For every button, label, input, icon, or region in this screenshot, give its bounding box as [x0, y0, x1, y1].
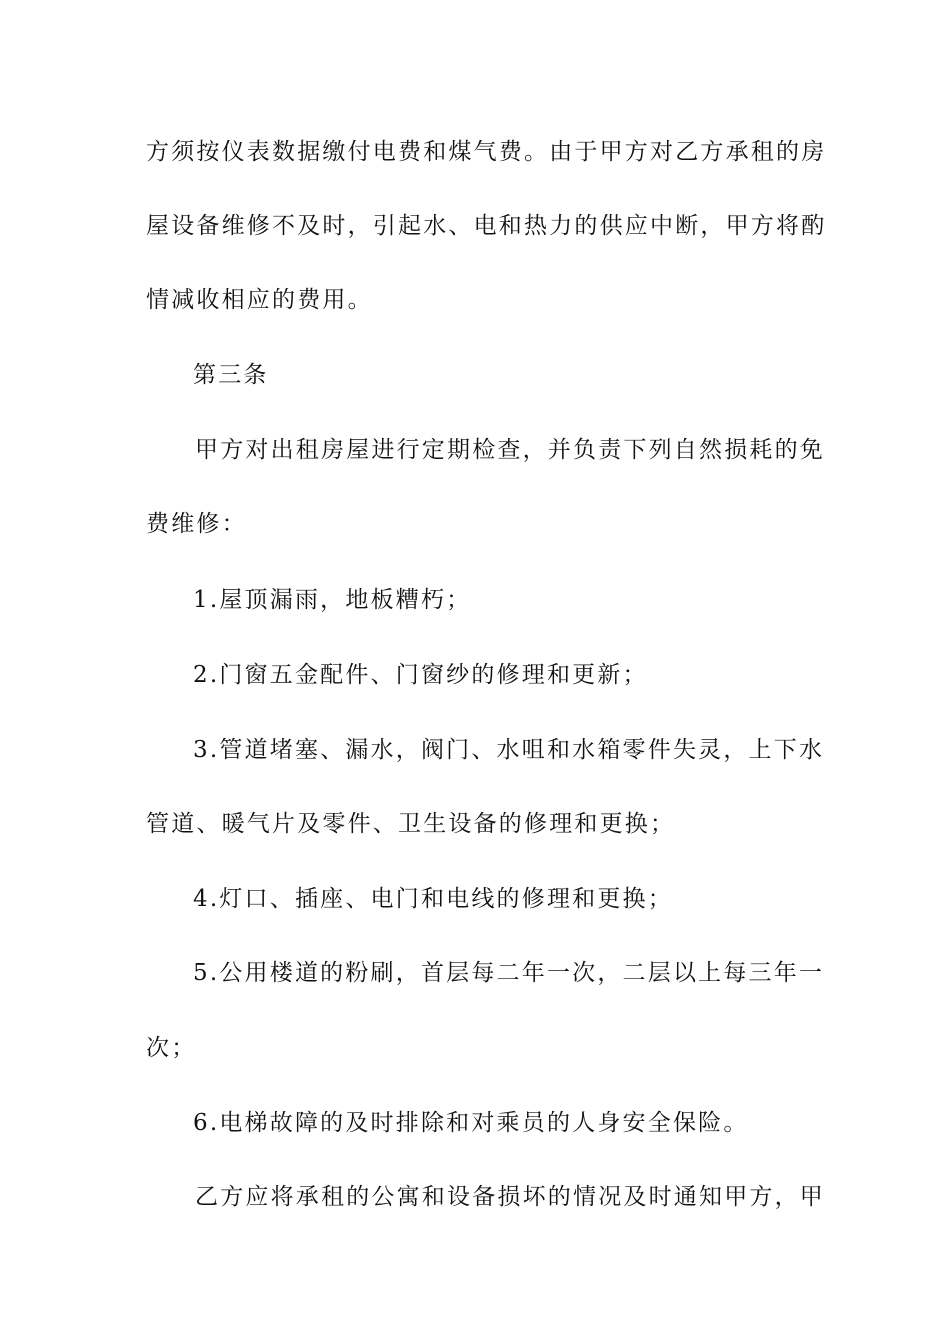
text-line-2: 屋设备维修不及时，引起水、电和热力的供应中断，甲方将酌 [146, 213, 827, 239]
text-line-6: 费维修： [146, 511, 247, 537]
article-heading: 第三条 [193, 362, 269, 388]
list-item-5: 5.公用楼道的粉刷，首层每二年一次，二层以上每三年一 [193, 960, 825, 986]
list-item-5-continued: 次； [146, 1035, 197, 1061]
text-line-3: 情减收相应的费用。 [146, 287, 373, 313]
text-line-15: 乙方应将承租的公寓和设备损坏的情况及时通知甲方，甲 [195, 1184, 825, 1210]
list-item-3-continued: 管道、暖气片及零件、卫生设备的修理和更换； [146, 811, 676, 837]
list-item-1: 1.屋顶漏雨，地板糟朽； [193, 587, 472, 613]
list-item-2: 2.门窗五金配件、门窗纱的修理和更新； [193, 662, 648, 688]
text-line-5: 甲方对出租房屋进行定期检查，并负责下列自然损耗的免 [195, 437, 825, 463]
list-item-6: 6.电梯故障的及时排除和对乘员的人身安全保险。 [193, 1110, 749, 1136]
list-item-3: 3.管道堵塞、漏水，阀门、水咀和水箱零件失灵，上下水 [193, 737, 825, 763]
list-item-4: 4.灯口、插座、电门和电线的修理和更换； [193, 886, 673, 912]
text-line-1: 方须按仪表数据缴付电费和煤气费。由于甲方对乙方承租的房 [146, 139, 827, 165]
